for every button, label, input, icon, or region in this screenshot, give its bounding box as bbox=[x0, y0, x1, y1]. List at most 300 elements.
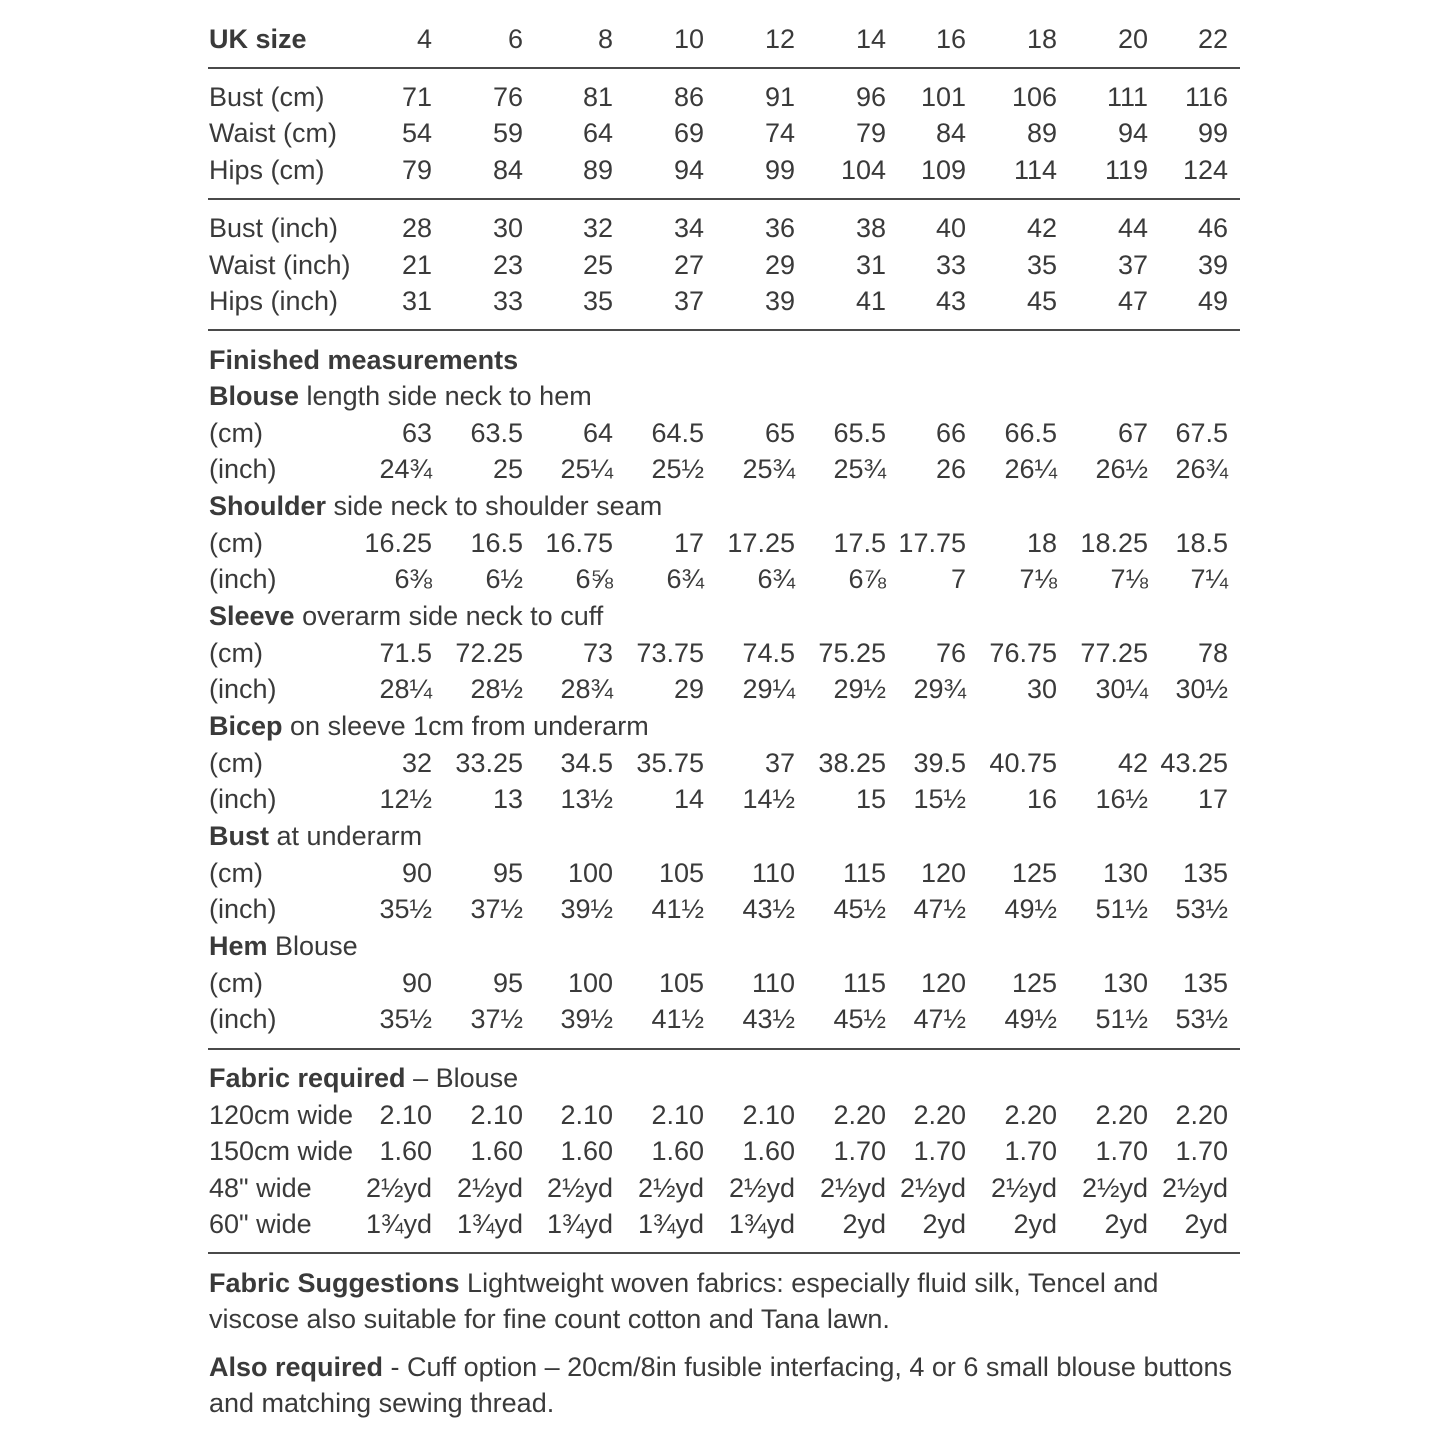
cell-value: 44 bbox=[1117, 213, 1148, 243]
cell-value: 2yd bbox=[1104, 1209, 1148, 1239]
cell-value: 41½ bbox=[651, 1004, 704, 1034]
cell-value: 2½yd bbox=[819, 1173, 886, 1203]
cell-value: 47 bbox=[1117, 286, 1148, 316]
cell-value: 21 bbox=[401, 250, 432, 280]
cell-value: 105 bbox=[658, 968, 704, 998]
cell-value: 66 bbox=[935, 418, 966, 448]
cell-value: 84 bbox=[935, 118, 966, 148]
cell-value: 43 bbox=[935, 286, 966, 316]
cell-value: 17 bbox=[673, 528, 704, 558]
cell-value: 37½ bbox=[470, 1004, 523, 1034]
cell-value: 1.60 bbox=[651, 1136, 704, 1166]
cell-value: 99 bbox=[764, 155, 795, 185]
table-row bbox=[0, 890, 1445, 928]
cell-value: 33 bbox=[492, 286, 523, 316]
section-title-rest: Blouse bbox=[267, 931, 358, 961]
cell-value: 2½yd bbox=[456, 1173, 523, 1203]
cell-value: 42 bbox=[1026, 213, 1057, 243]
cell-value: 106 bbox=[1011, 82, 1057, 112]
cell-value: 16½ bbox=[1095, 784, 1148, 814]
cell-value: 95 bbox=[492, 968, 523, 998]
cell-value: 100 bbox=[567, 858, 613, 888]
finished-measurements-title bbox=[209, 341, 518, 379]
cell-value: 20 bbox=[1117, 24, 1148, 54]
cell-value: 35 bbox=[582, 286, 613, 316]
cell-value: 29¼ bbox=[742, 674, 795, 704]
table-row bbox=[0, 78, 1445, 116]
cell-value: 1.70 bbox=[1175, 1136, 1228, 1166]
cell-value: 15½ bbox=[913, 784, 966, 814]
cell-value: 65.5 bbox=[833, 418, 886, 448]
cell-value: 6⅜ bbox=[394, 564, 432, 594]
measurement-heading bbox=[209, 377, 592, 415]
cell-value: 63 bbox=[401, 418, 432, 448]
cell-value: 38.25 bbox=[818, 748, 886, 778]
row-label: (cm) bbox=[209, 748, 263, 778]
cell-value: 2½yd bbox=[990, 1173, 1057, 1203]
cell-value: 135 bbox=[1182, 968, 1228, 998]
row-label: 48" wide bbox=[209, 1173, 312, 1203]
cell-value: 2.20 bbox=[1004, 1100, 1057, 1130]
table-row bbox=[0, 1000, 1445, 1038]
cell-value: 119 bbox=[1104, 155, 1148, 185]
cell-value: 94 bbox=[673, 155, 704, 185]
header-row bbox=[0, 20, 1445, 58]
cell-value: 66.5 bbox=[1004, 418, 1057, 448]
cell-value: 16.25 bbox=[364, 528, 432, 558]
cell-value: 2½yd bbox=[1081, 1173, 1148, 1203]
cell-value: 1¾yd bbox=[365, 1209, 432, 1239]
cell-value: 2.10 bbox=[742, 1100, 795, 1130]
paragraph-lead: Also required bbox=[209, 1352, 384, 1382]
cell-value: 71.5 bbox=[379, 638, 432, 668]
cell-value: 100 bbox=[567, 968, 613, 998]
cell-value: 22 bbox=[1197, 24, 1228, 54]
cell-value: 53½ bbox=[1175, 894, 1228, 924]
cell-value: 2½yd bbox=[1161, 1173, 1228, 1203]
cell-value: 39 bbox=[1197, 250, 1228, 280]
cell-value: 28¼ bbox=[379, 674, 432, 704]
cell-value: 31 bbox=[401, 286, 432, 316]
cell-value: 71 bbox=[401, 82, 432, 112]
table-row bbox=[0, 114, 1445, 152]
cell-value: 2.20 bbox=[913, 1100, 966, 1130]
cell-value: 2.10 bbox=[379, 1100, 432, 1130]
cell-value: 14 bbox=[673, 784, 704, 814]
cell-value: 64.5 bbox=[651, 418, 704, 448]
cell-value: 14 bbox=[855, 24, 886, 54]
cell-value: 17.25 bbox=[727, 528, 795, 558]
cell-value: 30½ bbox=[1175, 674, 1228, 704]
cell-value: 13 bbox=[492, 784, 523, 814]
cell-value: 77.25 bbox=[1080, 638, 1148, 668]
cell-value: 110 bbox=[751, 968, 795, 998]
row-label: Hips (cm) bbox=[209, 155, 325, 185]
cell-value: 39 bbox=[764, 286, 795, 316]
section-title-bold: Finished measurements bbox=[209, 345, 519, 375]
cell-value: 29 bbox=[764, 250, 795, 280]
cell-value: 35½ bbox=[379, 894, 432, 924]
cell-value: 81 bbox=[582, 82, 613, 112]
section-title-bold: Bust bbox=[209, 821, 269, 851]
cell-value: 2½yd bbox=[546, 1173, 613, 1203]
cell-value: 72.25 bbox=[455, 638, 523, 668]
cell-value: 30 bbox=[1026, 674, 1057, 704]
section-title-rest: – Blouse bbox=[405, 1063, 519, 1093]
cell-value: 17 bbox=[1197, 784, 1228, 814]
cell-value: 43.25 bbox=[1160, 748, 1228, 778]
cell-value: 125 bbox=[1011, 858, 1057, 888]
row-label: (cm) bbox=[209, 528, 263, 558]
cell-value: 47½ bbox=[913, 1004, 966, 1034]
cell-value: 73.75 bbox=[636, 638, 704, 668]
cell-value: 110 bbox=[751, 858, 795, 888]
also-required bbox=[209, 1349, 1249, 1421]
fabric-suggestions bbox=[209, 1265, 1249, 1337]
cell-value: 76 bbox=[935, 638, 966, 668]
section-title-bold: Blouse bbox=[209, 381, 300, 411]
paragraph-text: - Cuff option – 20cm/8in fusible interfacing, 4 or 6 small blouse buttons and matching sewing thread. bbox=[209, 1352, 1233, 1418]
cell-value: 109 bbox=[920, 155, 966, 185]
cell-value: 79 bbox=[855, 118, 886, 148]
row-label: Bust (inch) bbox=[209, 213, 339, 243]
cell-value: 130 bbox=[1102, 858, 1148, 888]
divider bbox=[208, 1048, 1240, 1050]
cell-value: 25 bbox=[492, 454, 523, 484]
cell-value: 16 bbox=[1026, 784, 1057, 814]
cell-value: 2yd bbox=[1013, 1209, 1057, 1239]
table-row bbox=[0, 450, 1445, 488]
cell-value: 111 bbox=[1106, 82, 1148, 112]
cell-value: 15 bbox=[855, 784, 886, 814]
cell-value: 40.75 bbox=[989, 748, 1057, 778]
cell-value: 2.20 bbox=[833, 1100, 886, 1130]
row-label: (cm) bbox=[209, 858, 263, 888]
row-label: Bust (cm) bbox=[209, 82, 325, 112]
cell-value: 37 bbox=[673, 286, 704, 316]
cell-value: 27 bbox=[673, 250, 704, 280]
cell-value: 45½ bbox=[833, 894, 886, 924]
cell-value: 1.60 bbox=[560, 1136, 613, 1166]
table-row bbox=[0, 1205, 1445, 1243]
table-row bbox=[0, 1132, 1445, 1170]
cell-value: 34.5 bbox=[560, 748, 613, 778]
measurement-heading bbox=[209, 597, 603, 635]
fabric-required-title bbox=[209, 1059, 518, 1097]
cell-value: 51½ bbox=[1095, 1004, 1148, 1034]
cell-value: 116 bbox=[1184, 82, 1228, 112]
cell-value: 1¾yd bbox=[546, 1209, 613, 1239]
cell-value: 35.75 bbox=[636, 748, 704, 778]
row-label: (cm) bbox=[209, 418, 263, 448]
row-label: (cm) bbox=[209, 638, 263, 668]
cell-value: 1.70 bbox=[913, 1136, 966, 1166]
cell-value: 7⅛ bbox=[1019, 564, 1057, 594]
row-label: Waist (cm) bbox=[209, 118, 337, 148]
cell-value: 6¾ bbox=[666, 564, 704, 594]
cell-value: 65 bbox=[764, 418, 795, 448]
cell-value: 67 bbox=[1117, 418, 1148, 448]
cell-value: 130 bbox=[1102, 968, 1148, 998]
cell-value: 8 bbox=[597, 24, 613, 54]
table-row bbox=[0, 560, 1445, 598]
table-row bbox=[0, 964, 1445, 1002]
cell-value: 28¾ bbox=[560, 674, 613, 704]
cell-value: 115 bbox=[842, 968, 886, 998]
cell-value: 39.5 bbox=[913, 748, 966, 778]
cell-value: 35½ bbox=[379, 1004, 432, 1034]
row-label: (inch) bbox=[209, 674, 277, 704]
cell-value: 79 bbox=[401, 155, 432, 185]
section-title-rest: length side neck to hem bbox=[299, 381, 592, 411]
cell-value: 2.10 bbox=[470, 1100, 523, 1130]
cell-value: 26 bbox=[935, 454, 966, 484]
measurement-heading bbox=[209, 817, 422, 855]
section-title-rest: on sleeve 1cm from underarm bbox=[282, 711, 649, 741]
cell-value: 51½ bbox=[1095, 894, 1148, 924]
cell-value: 2½yd bbox=[637, 1173, 704, 1203]
cell-value: 120 bbox=[920, 858, 966, 888]
cell-value: 2.20 bbox=[1095, 1100, 1148, 1130]
measurement-heading bbox=[209, 707, 649, 745]
cell-value: 37½ bbox=[470, 894, 523, 924]
row-label: (cm) bbox=[209, 968, 263, 998]
cell-value: 94 bbox=[1117, 118, 1148, 148]
cell-value: 32 bbox=[582, 213, 613, 243]
cell-value: 124 bbox=[1182, 155, 1228, 185]
cell-value: 1.60 bbox=[470, 1136, 523, 1166]
cell-value: 18.5 bbox=[1175, 528, 1228, 558]
cell-value: 2½yd bbox=[899, 1173, 966, 1203]
cell-value: 12½ bbox=[379, 784, 432, 814]
table-row bbox=[0, 634, 1445, 672]
cell-value: 32 bbox=[401, 748, 432, 778]
row-label: Hips (inch) bbox=[209, 286, 339, 316]
cell-value: 43½ bbox=[742, 1004, 795, 1034]
cell-value: 104 bbox=[840, 155, 886, 185]
cell-value: 33 bbox=[935, 250, 966, 280]
cell-value: 86 bbox=[673, 82, 704, 112]
table-row bbox=[0, 282, 1445, 320]
section-title-bold: Hem bbox=[209, 931, 268, 961]
cell-value: 17.75 bbox=[898, 528, 966, 558]
cell-value: 1.60 bbox=[379, 1136, 432, 1166]
divider bbox=[208, 198, 1240, 200]
table-row bbox=[0, 524, 1445, 562]
cell-value: 90 bbox=[401, 968, 432, 998]
section-title-rest: side neck to shoulder seam bbox=[326, 491, 663, 521]
cell-value: 53½ bbox=[1175, 1004, 1228, 1034]
cell-value: 120 bbox=[920, 968, 966, 998]
table-row bbox=[0, 744, 1445, 782]
cell-value: 40 bbox=[935, 213, 966, 243]
measurement-heading bbox=[209, 927, 358, 965]
cell-value: 30¼ bbox=[1095, 674, 1148, 704]
table-row bbox=[0, 1096, 1445, 1134]
cell-value: 67.5 bbox=[1175, 418, 1228, 448]
cell-value: 42 bbox=[1117, 748, 1148, 778]
cell-value: 18 bbox=[1026, 24, 1057, 54]
cell-value: 17.5 bbox=[833, 528, 886, 558]
cell-value: 74.5 bbox=[742, 638, 795, 668]
section-title-rest: overarm side neck to cuff bbox=[294, 601, 604, 631]
cell-value: 75.25 bbox=[818, 638, 886, 668]
cell-value: 6 bbox=[507, 24, 523, 54]
cell-value: 34 bbox=[673, 213, 704, 243]
table-row bbox=[0, 670, 1445, 708]
cell-value: 13½ bbox=[560, 784, 613, 814]
cell-value: 99 bbox=[1197, 118, 1228, 148]
section-title-bold: Bicep bbox=[209, 711, 283, 741]
cell-value: 12 bbox=[764, 24, 795, 54]
table-row bbox=[0, 1169, 1445, 1207]
row-label: (inch) bbox=[209, 564, 277, 594]
cell-value: 1.70 bbox=[1095, 1136, 1148, 1166]
cell-value: 125 bbox=[1011, 968, 1057, 998]
cell-value: 2yd bbox=[1184, 1209, 1228, 1239]
cell-value: 76.75 bbox=[989, 638, 1057, 668]
section-title-bold: Sleeve bbox=[209, 601, 295, 631]
cell-value: 18.25 bbox=[1080, 528, 1148, 558]
table-row bbox=[0, 246, 1445, 284]
cell-value: 2.10 bbox=[651, 1100, 704, 1130]
cell-value: 89 bbox=[1026, 118, 1057, 148]
cell-value: 2½yd bbox=[365, 1173, 432, 1203]
cell-value: 2yd bbox=[842, 1209, 886, 1239]
cell-value: 37 bbox=[1117, 250, 1148, 280]
row-label: UK size bbox=[209, 24, 307, 54]
cell-value: 28½ bbox=[470, 674, 523, 704]
cell-value: 25 bbox=[582, 250, 613, 280]
cell-value: 25¼ bbox=[560, 454, 613, 484]
cell-value: 64 bbox=[582, 418, 613, 448]
cell-value: 135 bbox=[1182, 858, 1228, 888]
divider bbox=[208, 1252, 1240, 1254]
cell-value: 43½ bbox=[742, 894, 795, 924]
cell-value: 49 bbox=[1197, 286, 1228, 316]
row-label: Waist (inch) bbox=[209, 250, 351, 280]
table-row bbox=[0, 780, 1445, 818]
cell-value: 89 bbox=[582, 155, 613, 185]
row-label: (inch) bbox=[209, 784, 277, 814]
cell-value: 2.20 bbox=[1175, 1100, 1228, 1130]
cell-value: 25½ bbox=[651, 454, 704, 484]
paragraph-lead: Fabric Suggestions bbox=[209, 1268, 460, 1298]
cell-value: 59 bbox=[492, 118, 523, 148]
cell-value: 91 bbox=[764, 82, 795, 112]
cell-value: 63.5 bbox=[470, 418, 523, 448]
cell-value: 28 bbox=[401, 213, 432, 243]
section-title-bold: Fabric required bbox=[209, 1063, 406, 1093]
cell-value: 49½ bbox=[1004, 894, 1057, 924]
cell-value: 25¾ bbox=[742, 454, 795, 484]
section-title-rest: at underarm bbox=[269, 821, 423, 851]
cell-value: 29½ bbox=[833, 674, 886, 704]
table-row bbox=[0, 151, 1445, 189]
cell-value: 39½ bbox=[560, 894, 613, 924]
cell-value: 45½ bbox=[833, 1004, 886, 1034]
cell-value: 4 bbox=[416, 24, 432, 54]
row-label: (inch) bbox=[209, 894, 277, 924]
cell-value: 26¾ bbox=[1175, 454, 1228, 484]
table-row bbox=[0, 414, 1445, 452]
cell-value: 38 bbox=[855, 213, 886, 243]
cell-value: 30 bbox=[492, 213, 523, 243]
cell-value: 1.70 bbox=[1004, 1136, 1057, 1166]
cell-value: 2½yd bbox=[728, 1173, 795, 1203]
table-row bbox=[0, 854, 1445, 892]
cell-value: 84 bbox=[492, 155, 523, 185]
row-label: (inch) bbox=[209, 454, 277, 484]
cell-value: 76 bbox=[492, 82, 523, 112]
row-label: 150cm wide bbox=[209, 1136, 354, 1166]
cell-value: 36 bbox=[764, 213, 795, 243]
cell-value: 37 bbox=[764, 748, 795, 778]
measurement-heading bbox=[209, 487, 662, 525]
cell-value: 16.75 bbox=[545, 528, 613, 558]
divider bbox=[208, 67, 1240, 69]
cell-value: 41½ bbox=[651, 894, 704, 924]
cell-value: 7⅛ bbox=[1110, 564, 1148, 594]
row-label: 120cm wide bbox=[209, 1100, 354, 1130]
cell-value: 78 bbox=[1197, 638, 1228, 668]
table-row bbox=[0, 209, 1445, 247]
cell-value: 54 bbox=[401, 118, 432, 148]
cell-value: 114 bbox=[1013, 155, 1057, 185]
cell-value: 31 bbox=[855, 250, 886, 280]
cell-value: 6½ bbox=[485, 564, 523, 594]
section-title-bold: Shoulder bbox=[209, 491, 327, 521]
cell-value: 6¾ bbox=[757, 564, 795, 594]
cell-value: 39½ bbox=[560, 1004, 613, 1034]
cell-value: 1.70 bbox=[833, 1136, 886, 1166]
cell-value: 1¾yd bbox=[637, 1209, 704, 1239]
cell-value: 64 bbox=[582, 118, 613, 148]
cell-value: 7¼ bbox=[1190, 564, 1228, 594]
cell-value: 10 bbox=[673, 24, 704, 54]
divider bbox=[208, 329, 1240, 331]
cell-value: 6⅞ bbox=[848, 564, 886, 594]
cell-value: 2yd bbox=[922, 1209, 966, 1239]
cell-value: 115 bbox=[842, 858, 886, 888]
row-label: (inch) bbox=[209, 1004, 277, 1034]
cell-value: 6⅝ bbox=[575, 564, 613, 594]
cell-value: 2.10 bbox=[560, 1100, 613, 1130]
cell-value: 1.60 bbox=[742, 1136, 795, 1166]
cell-value: 26¼ bbox=[1004, 454, 1057, 484]
cell-value: 74 bbox=[764, 118, 795, 148]
cell-value: 33.25 bbox=[455, 748, 523, 778]
cell-value: 23 bbox=[492, 250, 523, 280]
cell-value: 101 bbox=[920, 82, 966, 112]
cell-value: 1¾yd bbox=[728, 1209, 795, 1239]
cell-value: 7 bbox=[950, 564, 966, 594]
cell-value: 16 bbox=[935, 24, 966, 54]
cell-value: 46 bbox=[1197, 213, 1228, 243]
cell-value: 24¾ bbox=[379, 454, 432, 484]
cell-value: 95 bbox=[492, 858, 523, 888]
cell-value: 90 bbox=[401, 858, 432, 888]
cell-value: 26½ bbox=[1095, 454, 1148, 484]
cell-value: 14½ bbox=[742, 784, 795, 814]
cell-value: 47½ bbox=[913, 894, 966, 924]
cell-value: 18 bbox=[1026, 528, 1057, 558]
cell-value: 29 bbox=[673, 674, 704, 704]
cell-value: 29¾ bbox=[913, 674, 966, 704]
paragraph-text: Lightweight woven fabrics: especially fluid silk, Tencel and viscose also suitable for fine count cotton and Tana lawn. bbox=[209, 1268, 1159, 1334]
row-label: 60" wide bbox=[209, 1209, 312, 1239]
cell-value: 49½ bbox=[1004, 1004, 1057, 1034]
